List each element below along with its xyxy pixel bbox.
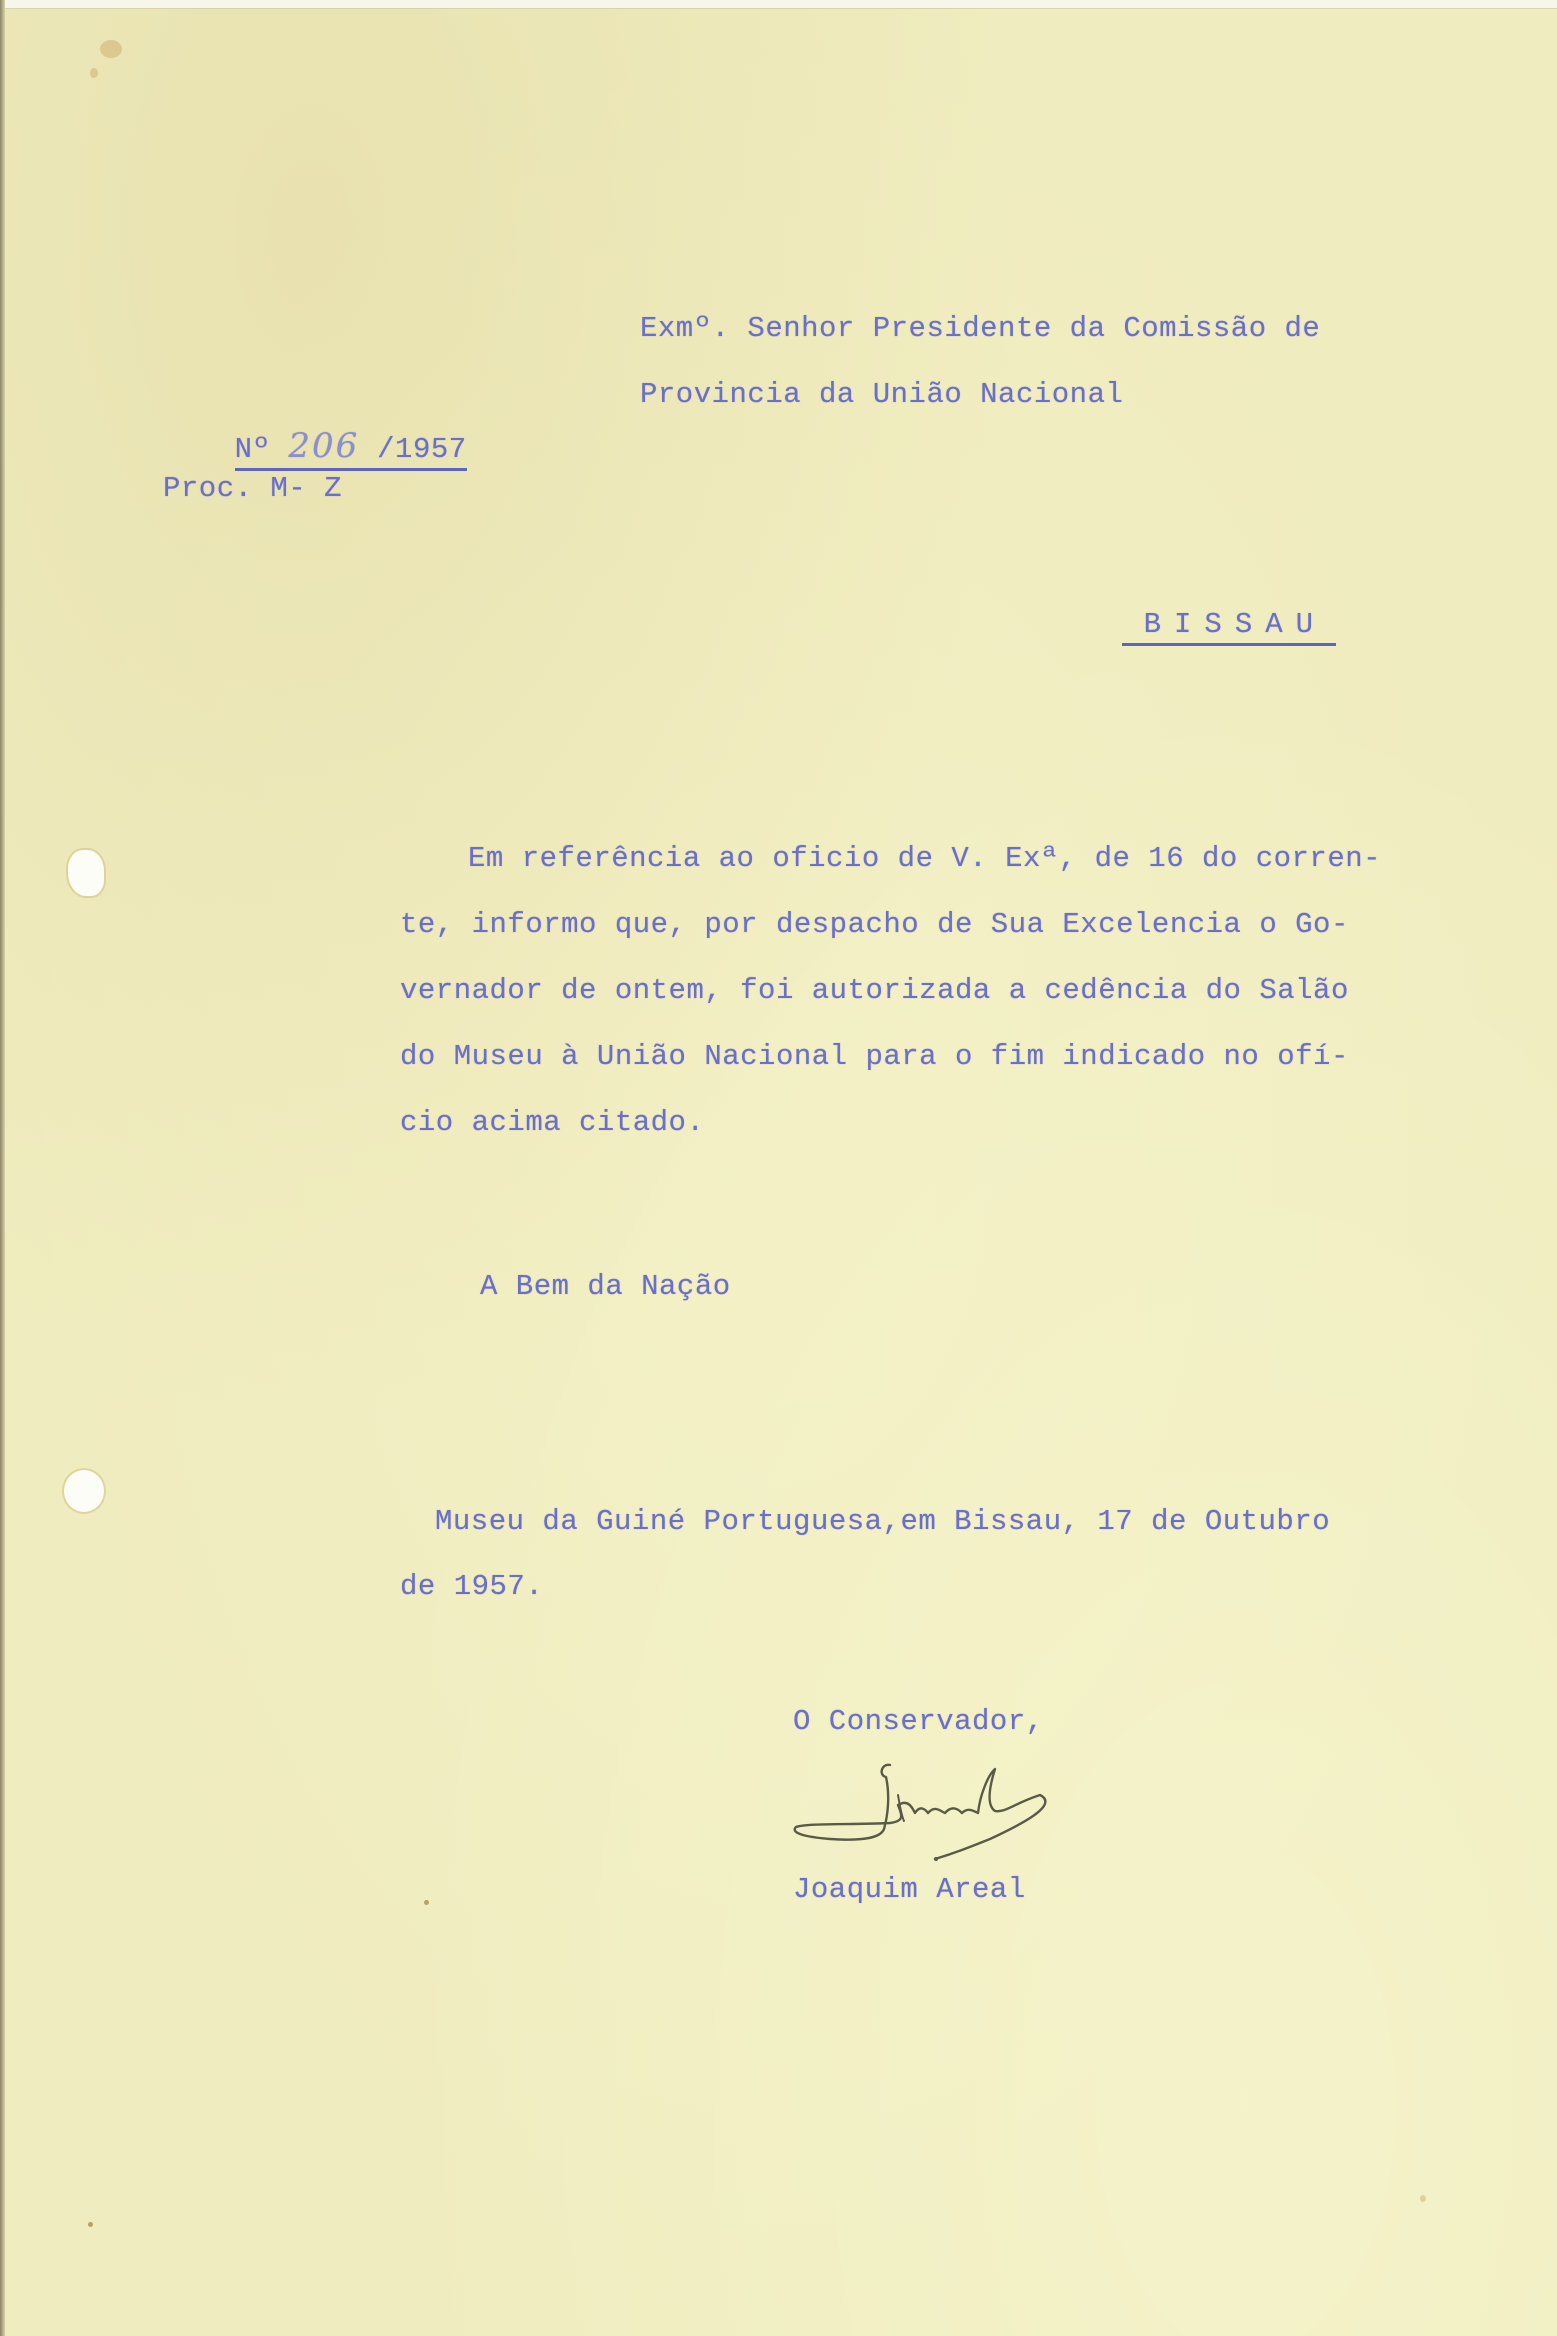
- process-reference: Proc. M- Z: [163, 472, 343, 505]
- stain-spot: [1420, 2195, 1426, 2202]
- addressee-city: [1050, 575, 1336, 674]
- body-line-2: te, informo que, por despacho de Sua Excelencia o Go-: [400, 908, 1349, 941]
- handwritten-signature-icon: [790, 1755, 1080, 1865]
- city-name: BISSAU: [1122, 608, 1336, 646]
- stain-spot: [88, 2222, 93, 2227]
- place-date-line-1: Museu da Guiné Portuguesa,em Bissau, 17 de Outubro: [435, 1505, 1331, 1538]
- reference-year: /1957: [377, 433, 467, 466]
- signatory-title: O Conservador,: [793, 1705, 1044, 1738]
- number-prefix: Nº: [234, 433, 271, 466]
- body-line-4: do Museu à União Nacional para o fim indicado no ofí-: [400, 1040, 1349, 1073]
- reference-number-line: [234, 426, 467, 471]
- addressee-line-2: Provincia da União Nacional: [640, 378, 1124, 411]
- handwritten-number: 206: [288, 426, 360, 466]
- addressee-line-1: Exmº. Senhor Presidente da Comissão de: [640, 312, 1321, 345]
- punch-hole-bottom: [64, 1470, 104, 1512]
- stain-spot: [100, 40, 122, 58]
- stain-spot: [424, 1900, 429, 1905]
- body-line-5: cio acima citado.: [400, 1106, 705, 1139]
- place-date-line-2: de 1957.: [400, 1570, 544, 1603]
- signatory-name: Joaquim Areal: [793, 1873, 1026, 1906]
- punch-hole-top: [68, 850, 104, 896]
- stain-spot: [90, 68, 98, 78]
- body-line-3: vernador de ontem, foi autorizada a cedência do Salão: [400, 974, 1349, 1007]
- paper-top-edge: [0, 0, 1557, 9]
- paper-left-edge: [0, 0, 5, 2336]
- closing-salutation: A Bem da Nação: [480, 1270, 731, 1303]
- body-line-1: Em referência ao oficio de V. Exª, de 16 do corren-: [468, 842, 1382, 875]
